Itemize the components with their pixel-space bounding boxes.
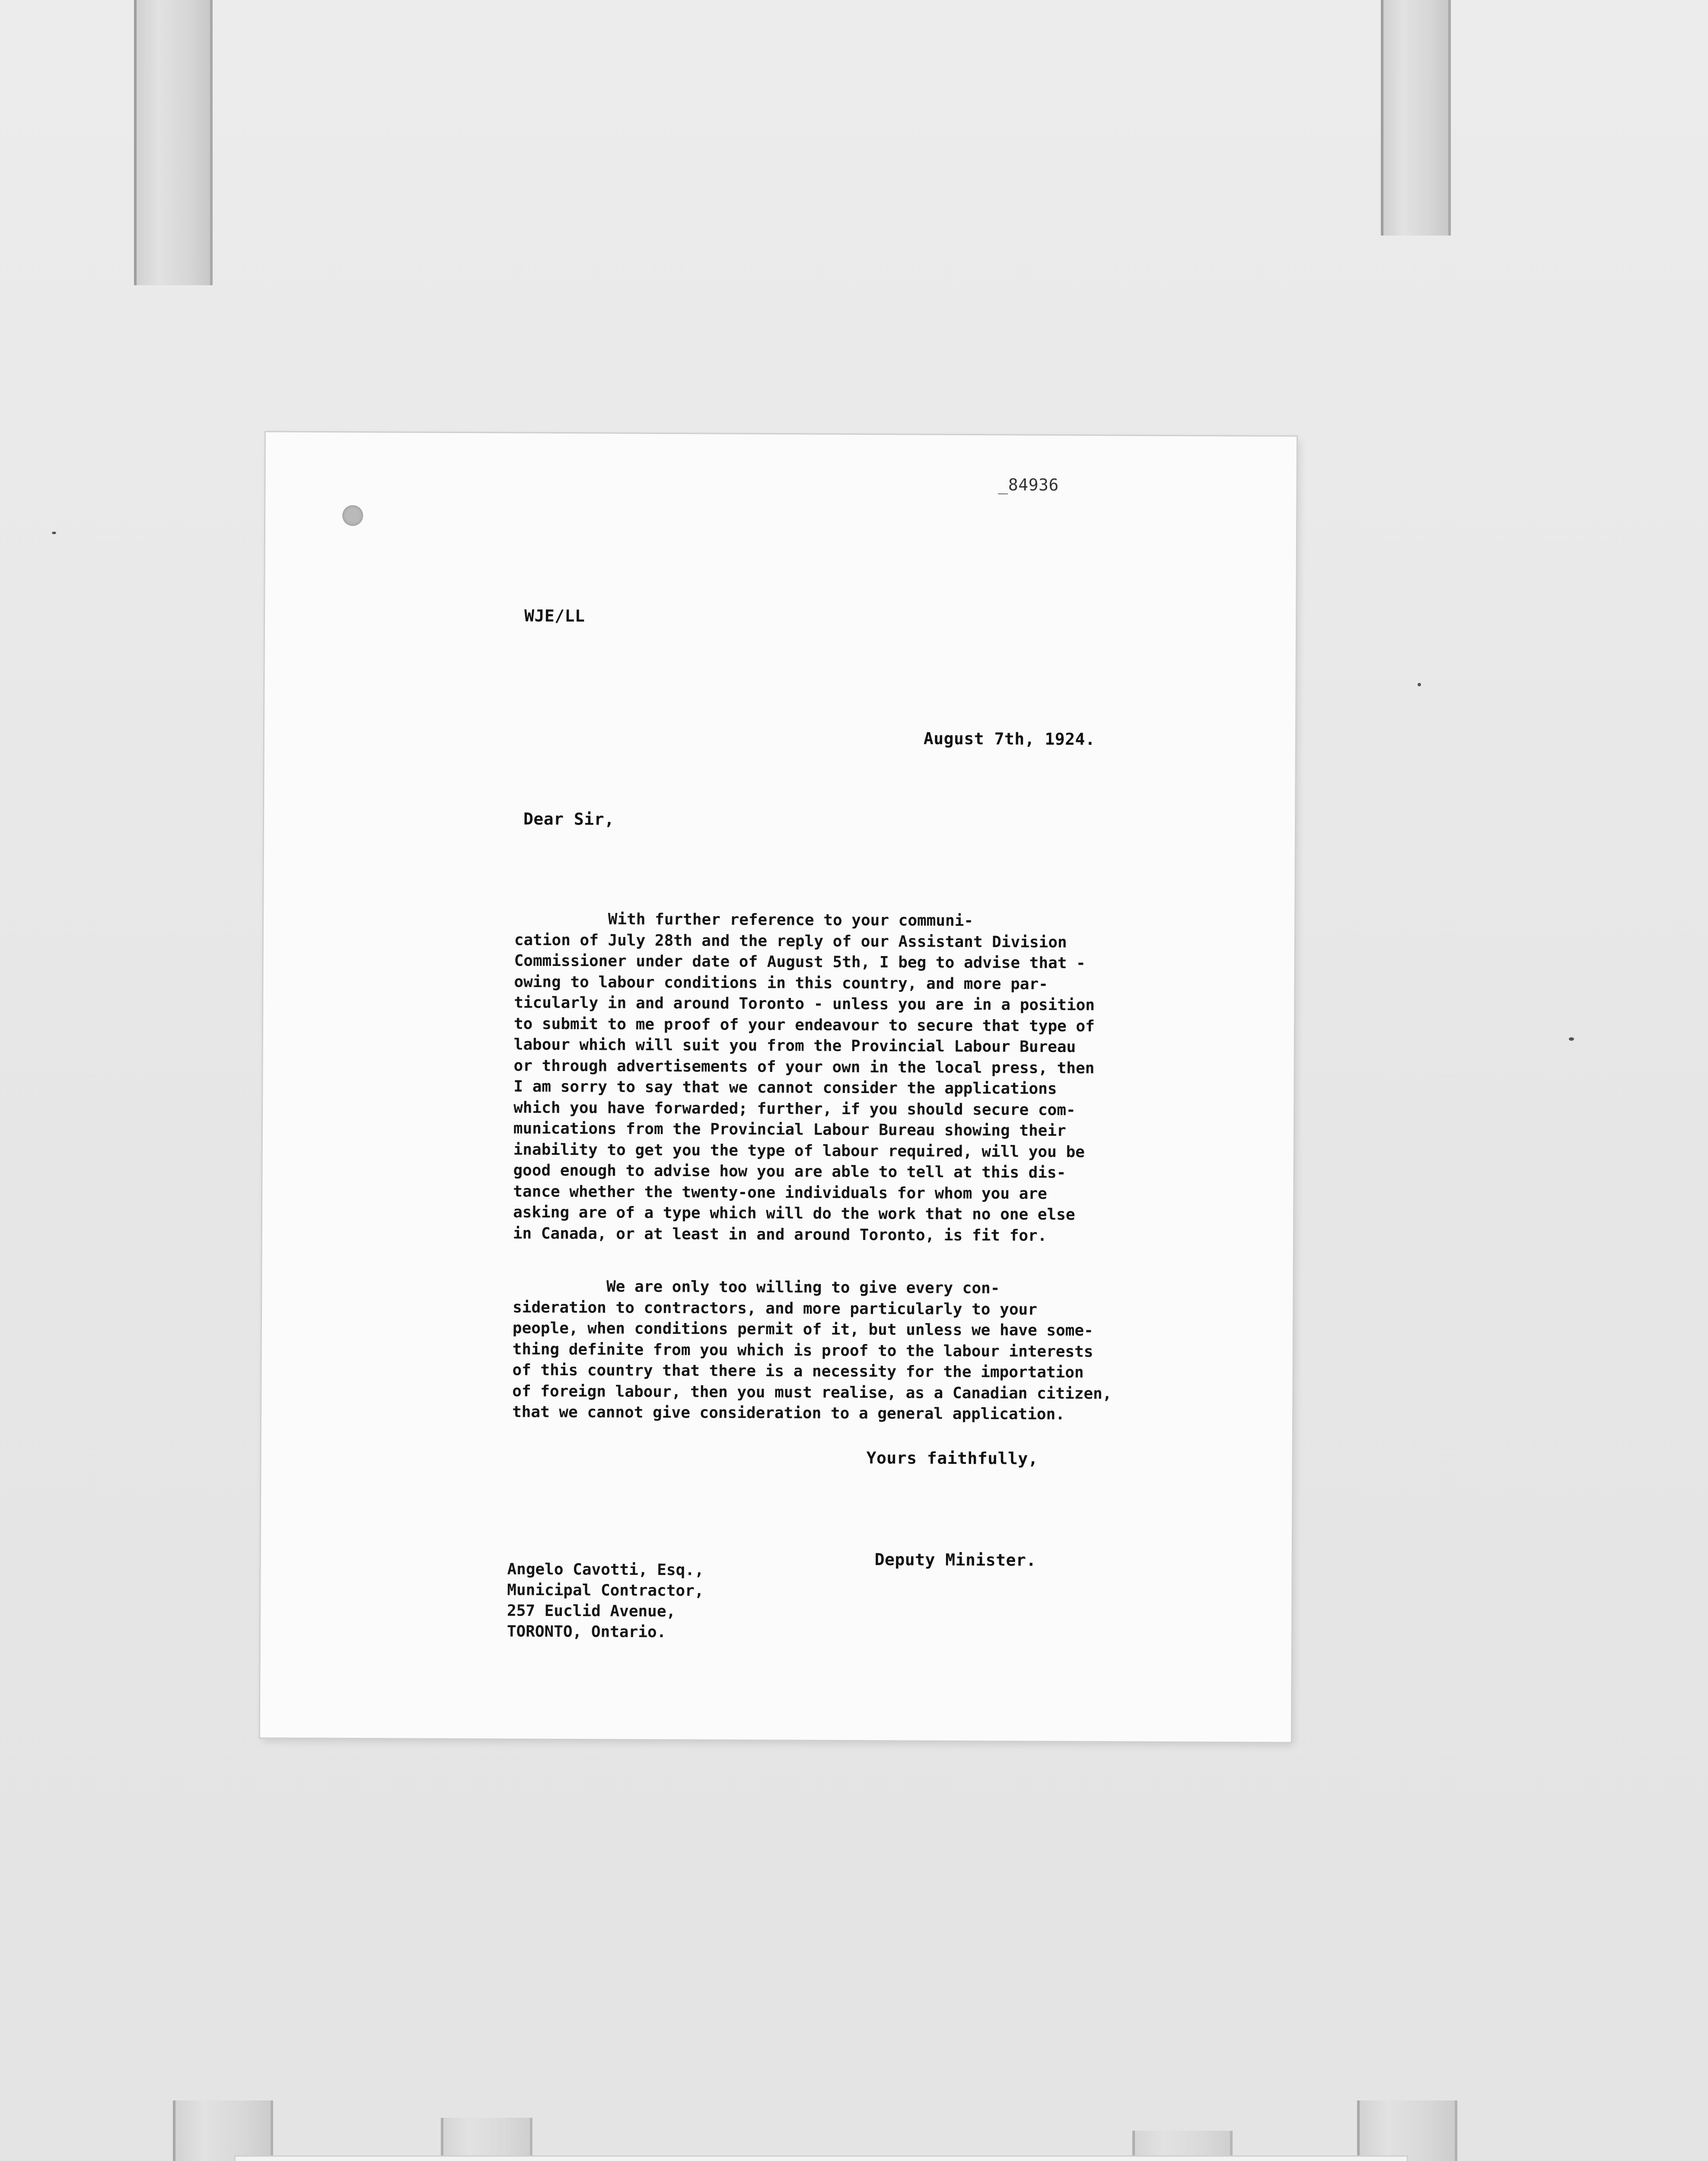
text-line: people, when conditions permit of it, but unless we have some- [512,1319,1093,1340]
dust-speck [52,532,56,534]
reference-initials: WJE/LL [524,606,585,626]
closing: Yours faithfully, [866,1448,1039,1468]
text-line: munications from the Provincial Labour Bureau showing their [513,1119,1066,1140]
address-line: Municipal Contractor, [507,1581,704,1600]
dust-speck [1418,683,1421,686]
text-line: With further reference to your communi- [514,910,974,930]
text-line: of this country that there is a necessity for the importation [512,1361,1084,1382]
text-line: tance whether the twenty-one individuals for whom you are [513,1182,1047,1203]
text-line: thing definite from you which is proof to the labour interests [512,1340,1093,1361]
text-line: labour which will suit you from the Provincial Labour Bureau [513,1036,1076,1056]
text-line: asking are of a type which will do the work that no one else [513,1203,1075,1224]
address-line: TORONTO, Ontario. [507,1622,666,1641]
address-line: Angelo Cavotti, Esq., [507,1560,704,1579]
text-line: cation of July 28th and the reply of our Assistant Division [514,931,1067,951]
text-line: or through advertisements of your own in the local press, then [513,1057,1095,1077]
salutation: Dear Sir, [523,809,615,829]
dust-speck [1569,1037,1574,1041]
text-line: good enough to advise how you are able to tell at this dis- [513,1161,1066,1182]
text-line: that we cannot give consideration to a general application. [512,1403,1065,1424]
text-line: to submit to me proof of your endeavour to secure that type of [513,1015,1095,1035]
tape-strip-bottom-left-small [441,2118,532,2161]
text-line: which you have forwarded; further, if you should secure com- [513,1099,1076,1119]
text-line: We are only too willing to give every con- [513,1277,1000,1297]
punch-hole [342,505,363,526]
tape-strip-bottom-right [1357,2100,1457,2161]
signature-title: Deputy Minister. [874,1550,1036,1570]
tape-strip-top-right [1381,0,1451,236]
body-paragraph-1 [513,909,1095,1247]
letter-sheet [260,432,1297,1742]
text-line: owing to labour conditions in this country, and more par- [514,973,1048,993]
file-number: _84936 [998,475,1059,495]
body-paragraph-2 [512,1276,1112,1426]
text-line: I am sorry to say that we cannot consider the applications [513,1077,1057,1098]
text-line: Commissioner under date of August 5th, I beg to advise that - [514,952,1086,972]
recipient-address [507,1559,704,1643]
text-line: in Canada, or at least in and around Toronto, is fit for. [513,1224,1047,1245]
text-line: sideration to contractors, and more particularly to your [513,1298,1037,1319]
tape-strip-top-left [134,0,213,285]
text-line: ticularly in and around Toronto - unless you are in a position [514,994,1095,1014]
tape-strip-bottom-left [173,2100,273,2161]
archive-label-card [236,2157,1407,2161]
text-line: inability to get you the type of labour required, will you be [513,1141,1085,1161]
letter-date: August 7th, 1924. [923,729,1096,749]
text-line: of foreign labour, then you must realise, as a Canadian citizen, [512,1382,1112,1403]
address-line: 257 Euclid Avenue, [507,1602,676,1621]
